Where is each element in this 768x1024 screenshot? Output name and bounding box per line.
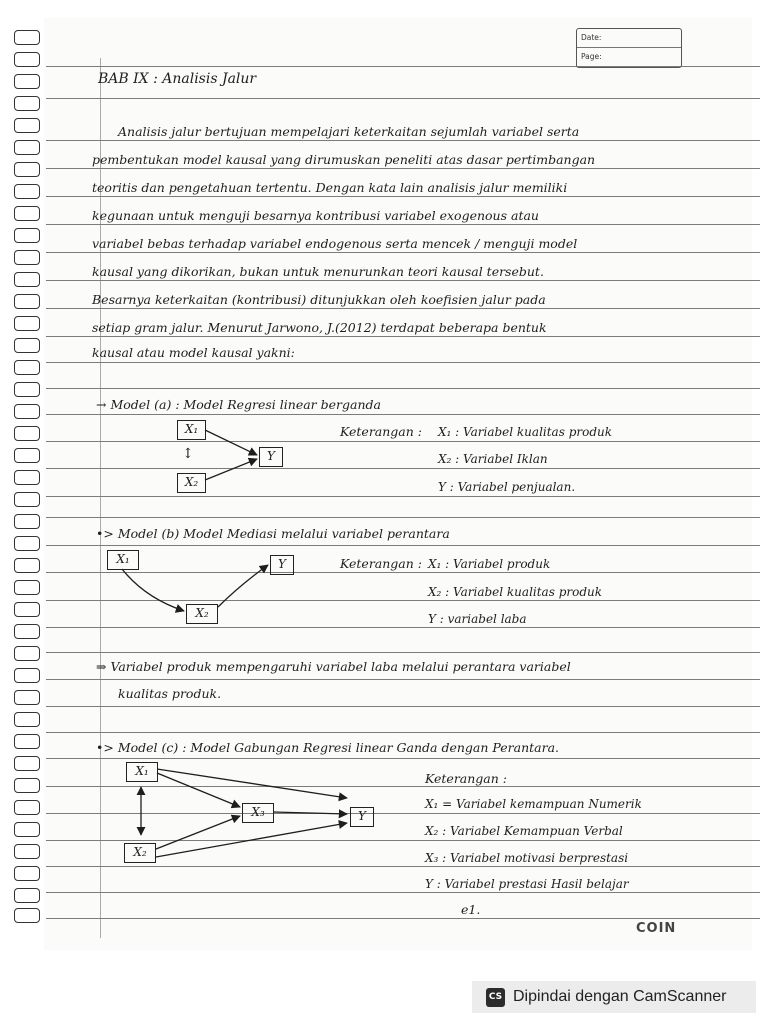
- model-a-heading: → Model (a) : Model Regresi linear berganda: [96, 397, 381, 412]
- model-c-node-y: Y: [350, 807, 374, 827]
- paragraph-line-9: kausal atau model kausal yakni:: [92, 345, 295, 360]
- paragraph-line-4: kegunaan untuk menguji besarnya kontribusi variabel exogenous atau: [92, 208, 539, 223]
- model-a-node-x1: X₁: [177, 420, 206, 440]
- conclusion-line-1: ⇒ Variabel produk mempengaruhi variabel laba melalui perantara variabel: [96, 659, 571, 674]
- model-c-node-x2: X₂: [124, 843, 156, 863]
- paragraph-line-3: teoritis dan pengetahuan tertentu. Dengan kata lain analisis jalur memiliki: [92, 180, 568, 195]
- paragraph-line-8: setiap gram jalur. Menurut Jarwono, J.(2012) terdapat beberapa bentuk: [92, 320, 547, 335]
- paragraph-line-2: pembentukan model kausal yang dirumuskan peneliti atas dasar pertimbangan: [92, 152, 596, 167]
- model-c-node-x3: X₃: [242, 803, 274, 823]
- camscanner-logo-icon: CS: [486, 988, 505, 1007]
- model-c-legend-y: Y : Variabel prestasi Hasil belajar: [425, 877, 629, 891]
- date-label: Date:: [577, 29, 681, 48]
- model-c-legend-x3: X₃ : Variabel motivasi berprestasi: [425, 851, 629, 865]
- paragraph-line-6: kausal yang dikorikan, bukan untuk menurunkan teori kausal tersebut.: [92, 264, 544, 279]
- model-b-legend-title: Keterangan :: [340, 556, 422, 571]
- model-a-legend-title: Keterangan :: [340, 424, 422, 439]
- model-c-legend-x1: X₁ = Variabel kemampuan Numerik: [425, 797, 642, 811]
- model-a-node-x2: X₂: [177, 473, 206, 493]
- conclusion-line-2: kualitas produk.: [118, 686, 222, 701]
- paragraph-line-7: Besarnya keterkaitan (kontribusi) ditunjukkan oleh koefisien jalur pada: [92, 292, 546, 307]
- model-b-heading: •> Model (b) Model Mediasi melalui variabel perantara: [96, 526, 450, 541]
- arrow-c-x1-to-x3: [157, 773, 240, 807]
- camscanner-text: Dipindai dengan CamScanner: [513, 988, 727, 1005]
- model-b-node-x2: X₂: [186, 604, 218, 624]
- model-a-node-y: Y: [259, 447, 283, 467]
- model-c-legend-title: Keterangan :: [425, 771, 507, 786]
- arrow-c-x2-to-y: [156, 823, 347, 857]
- model-c-legend-x2: X₂ : Variabel Kemampuan Verbal: [425, 824, 623, 838]
- model-a-legend-y: Y : Variabel penjualan.: [438, 480, 576, 494]
- page-label: Page:: [581, 52, 602, 61]
- footnote-e1: e1.: [461, 902, 481, 917]
- model-b-node-y: Y: [270, 555, 294, 575]
- notebook-brand-logo: COIN: [636, 921, 677, 936]
- arrow-c-x3-to-y: [273, 812, 347, 814]
- camscanner-watermark: [472, 981, 756, 1013]
- arrow-a-x1-to-y: [205, 430, 257, 455]
- model-a-legend-x2: X₂ : Variabel Iklan: [438, 452, 548, 466]
- model-b-node-x1: X₁: [107, 550, 139, 570]
- arrow-b-x2-to-y: [218, 565, 268, 607]
- model-c-node-x1: X₁: [126, 762, 158, 782]
- page-title: BAB IX : Analisis Jalur: [98, 71, 257, 87]
- model-b-legend-x1: X₁ : Variabel produk: [428, 557, 551, 571]
- paragraph-line-1: Analisis jalur bertujuan mempelajari keterkaitan sejumlah variabel serta: [118, 124, 580, 139]
- arrow-a-x2-to-y: [205, 459, 257, 480]
- arrow-b-x1-to-x2: [122, 569, 184, 611]
- paragraph-line-5: variabel bebas terhadap variabel endogenous serta mencek / menguji model: [92, 236, 578, 251]
- model-a-legend-x1: X₁ : Variabel kualitas produk: [438, 425, 613, 439]
- model-b-legend-x2: X₂ : Variabel kualitas produk: [428, 585, 603, 599]
- model-a-correlation-arrow: ↕: [182, 446, 194, 462]
- arrow-c-x1-to-y: [157, 769, 347, 798]
- model-b-legend-y: Y : variabel laba: [428, 612, 527, 626]
- model-c-heading: •> Model (c) : Model Gabungan Regresi linear Ganda dengan Perantara.: [96, 740, 560, 755]
